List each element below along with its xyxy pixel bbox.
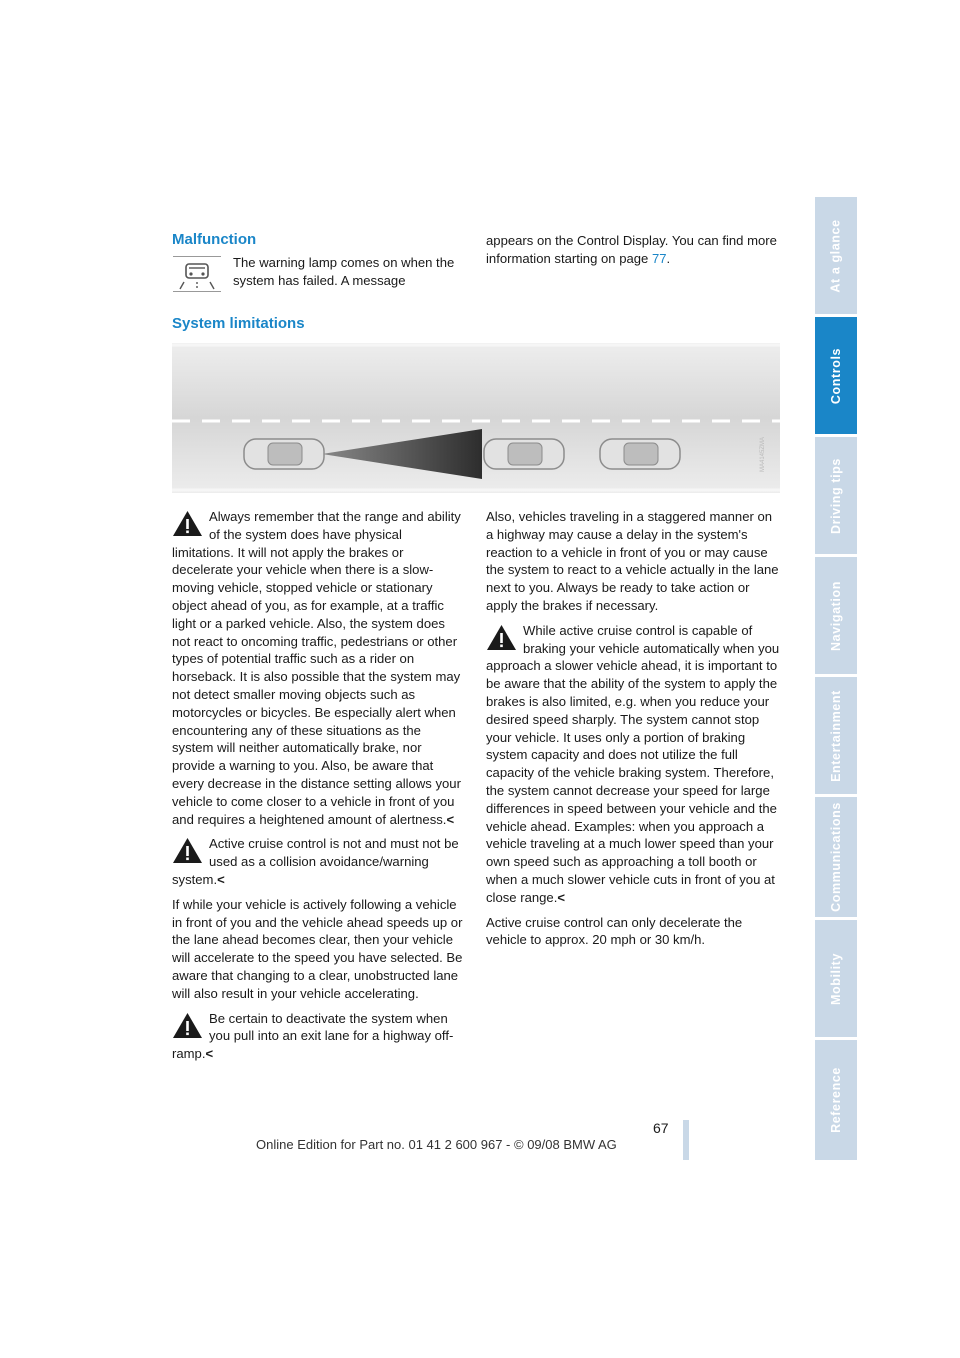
malfunction-lamp-text: The warning lamp comes on when the system has failed. A message	[233, 255, 455, 288]
warning-3: Be certain to deactivate the system when you pull into an exit lane for a highway off-ramp.<	[172, 1010, 454, 1062]
paragraph-2: Also, vehicles traveling in a staggered manner on a highway may cause a delay in the system's reaction to a vehicle in front of you or may cause the system to react to a vehicle actually in the lane next to you. Always be ready to take action or apply the brakes if necessary.	[486, 509, 779, 613]
paragraph-1: If while your vehicle is actively following a vehicle in front of you and the vehicle ahead speeds up or the lane ahead becomes clear, then your vehicle will accelerate to the speed you have selected. Be aware that changing to a clear, unobstructed lane will also result in your vehicle accelerating.	[172, 896, 463, 1001]
warning-2: Active cruise control is not and must not be used as a collision avoidance/warning system.<	[172, 836, 459, 887]
warning-triangle-icon	[172, 1012, 203, 1039]
figure-code: MA4145ZMA	[760, 436, 766, 472]
vehicle-ahead-icon	[484, 439, 564, 469]
malfunction-continued-text: appears on the Control Display. You can find more information starting on page 77.	[486, 233, 777, 266]
warning-triangle-icon	[486, 624, 517, 651]
warning-4: While active cruise control is capable of braking your vehicle automatically when you approach a slower vehicle ahead, it is important to be aware that the ability of the system to apply the brakes is also limited, e.g. when you reduce your desired speed sharply. The system cannot stop your vehicle. It uses only a portion of braking system capacity and does not utilize the full capacity of the vehicle braking system. Therefore, the system cannot decrease your speed for large differences in speed between your vehicle and the vehicle ahead. Examples: when you approach a vehicle traveling at a much lower speed than your own speed such as approaching a toll booth or when a much slower vehicle cuts in front of you at close range.<	[486, 622, 780, 905]
tab-reference[interactable]: Reference	[815, 1040, 857, 1160]
far-vehicle-icon	[600, 439, 680, 469]
own-car-icon	[244, 439, 324, 469]
right-column	[486, 508, 780, 949]
warning-triangle-icon	[172, 837, 203, 864]
footer-accent-bar	[683, 1120, 689, 1160]
acc-range-illustration	[172, 339, 780, 495]
tab-controls[interactable]: Controls	[815, 317, 857, 434]
warning-triangle-icon	[172, 510, 203, 537]
tab-mobility[interactable]: Mobility	[815, 920, 857, 1037]
left-column	[172, 508, 464, 1063]
system-limitations-heading: System limitations	[172, 315, 305, 332]
tab-driving-tips[interactable]: Driving tips	[815, 437, 857, 554]
section-tabs	[815, 197, 857, 1160]
paragraph-3: Active cruise control can only decelerate the vehicle to approx. 20 mph or 30 km/h.	[486, 914, 743, 948]
warning-1: Always remember that the range and ability of the system does have physical limitations. It will not apply the brakes or decelerate your vehicle when there is a slow-moving vehicle, stopped vehicle or stationary object ahead of you, as for example, at a traffic light or a parked vehicle. Also, the system does not react to oncoming traffic, pedestrians or other types of potential traffic such as a rider on horseback. It is also possible that the system may not detect smaller moving objects such as motorcycles or bicycles. Be especially alert when encountering any of these situations as the system will neither automatically brake, nor provide a warning to you. Also, be aware that every decrease in the distance setting allows your vehicle to come closer to a vehicle in front of you and requires a heightened amount of alertness.<	[172, 509, 461, 827]
tab-entertainment[interactable]: Entertainment	[815, 677, 857, 794]
acc-warning-lamp-icon	[172, 256, 222, 292]
tab-at-a-glance[interactable]: At a glance	[815, 197, 857, 314]
tab-navigation[interactable]: Navigation	[815, 557, 857, 674]
online-edition-text: Online Edition for Part no. 01 41 2 600 967 - © 09/08 BMW AG	[256, 1137, 617, 1152]
page-number: 67	[653, 1120, 669, 1136]
malfunction-heading: Malfunction	[172, 231, 257, 248]
page-link[interactable]: 77	[651, 250, 667, 266]
tab-communications[interactable]: Communications	[815, 797, 857, 917]
